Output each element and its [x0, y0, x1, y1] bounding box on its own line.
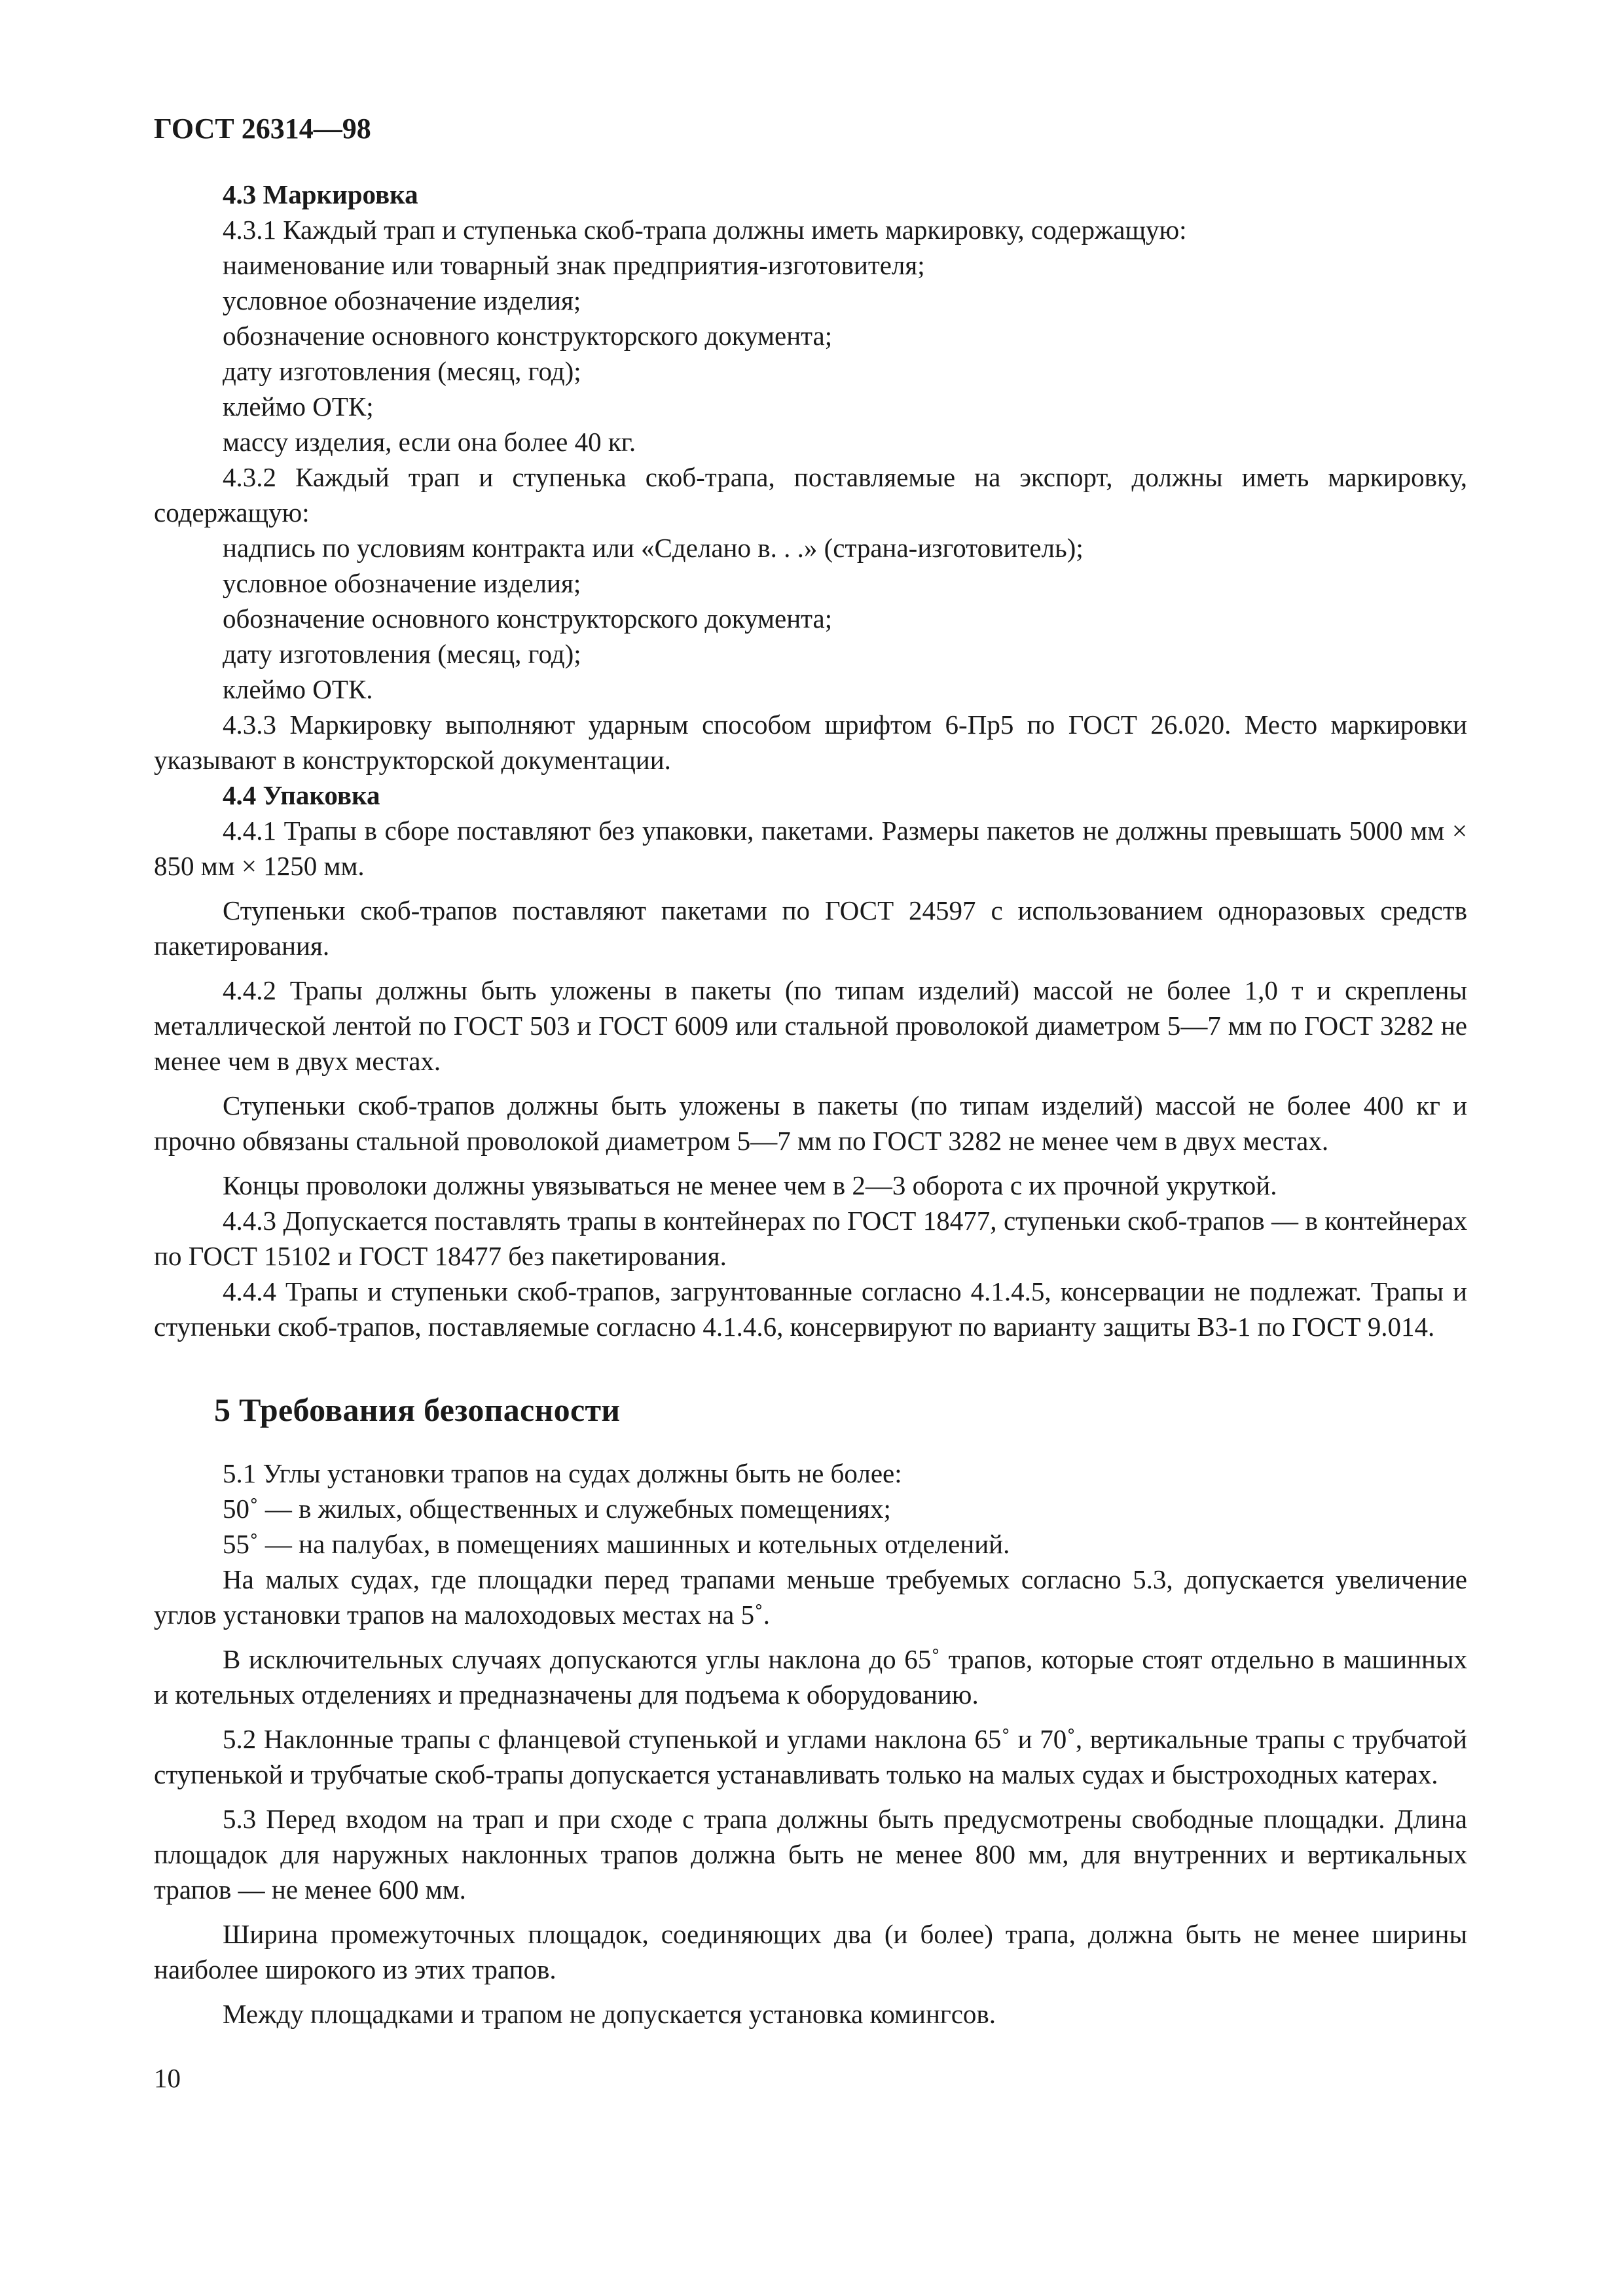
chapter-title-5: 5 Требования безопасности [214, 1391, 621, 1428]
paragraph-4-3-1: 4.3.1 Каждый трап и ступенька скоб-трапа должны иметь маркировку, содержащую: [223, 215, 1187, 245]
list-item: клеймо ОТК; [223, 391, 374, 422]
paragraph-5-1-b: На малых судах, где площадки перед трапами меньше требуемых согласно 5.3, допускается увеличение углов установки трапов на малоходовых местах на 5˚. [154, 1564, 1467, 1630]
paragraph-4-4-4: 4.4.4 Трапы и ступеньки скоб-трапов, загрунтованные согласно 4.1.4.5, консервации не подлежат. Трапы и ступеньки скоб-трапов, поставляемые согласно 4.1.4.6, консервируют по варианту защиты В3-1 по ГОСТ 9.014. [154, 1276, 1467, 1342]
document-page [154, 111, 1467, 2032]
paragraph-5-3-c: Между площадками и трапом не допускается установка комингсов. [223, 1999, 996, 2029]
doc-header: ГОСТ 26314—98 [154, 113, 371, 145]
paragraph-4-4-2: 4.4.2 Трапы должны быть уложены в пакеты (по типам изделий) массой не более 1,0 т и скреплены металлической лентой по ГОСТ 503 и ГОСТ 6009 или стальной проволокой диаметром 5—7 мм по ГОСТ 3282 не менее чем в двух местах. [154, 975, 1467, 1076]
section-title-4-3: 4.3 Маркировка [223, 179, 418, 209]
list-item: клеймо ОТК. [223, 674, 373, 704]
paragraph-4-4-3: 4.4.3 Допускается поставлять трапы в контейнерах по ГОСТ 18477, ступеньки скоб-трапов — в контейнерах по ГОСТ 15102 и ГОСТ 18477 без пакетирования. [154, 1206, 1467, 1271]
list-item: массу изделия, если она более 40 кг. [223, 427, 636, 457]
paragraph-4-4-1: 4.4.1 Трапы в сборе поставляют без упаковки, пакетами. Размеры пакетов не должны превышать 5000 мм × 850 мм × 1250 мм. [154, 816, 1467, 881]
paragraph-4-3-3: 4.3.3 Маркировку выполняют ударным способом шрифтом 6-Пр5 по ГОСТ 26.020. Место маркировки указывают в конструкторской документации. [154, 709, 1467, 775]
paragraph-4-4-1-b: Ступеньки скоб-трапов поставляют пакетами по ГОСТ 24597 с использованием одноразовых средств пакетирования. [154, 895, 1467, 961]
page-number: 10 [154, 2063, 181, 2093]
section-title-4-4: 4.4 Упаковка [223, 780, 380, 810]
paragraph-4-4-2-b: Ступеньки скоб-трапов должны быть уложены в пакеты (по типам изделий) массой не более 400 кг и прочно обвязаны стальной проволокой диаметром 5—7 мм по ГОСТ 3282 не менее чем в двух местах. [154, 1090, 1467, 1156]
paragraph-5-2: 5.2 Наклонные трапы с фланцевой ступенькой и углами наклона 65˚ и 70˚, вертикальные трапы с трубчатой ступенькой и трубчатые скоб-трапы допускается устанавливать только на малых судах и быстроходных катерах. [154, 1724, 1467, 1789]
list-item: обозначение основного конструкторского документа; [223, 603, 833, 634]
paragraph-4-4-2-c: Концы проволоки должны увязываться не менее чем в 2—3 оборота с их прочной укруткой. [223, 1170, 1277, 1200]
list-item: обозначение основного конструкторского документа; [223, 321, 833, 351]
list-item: 55˚ — на палубах, в помещениях машинных и котельных отделений. [223, 1529, 1010, 1559]
paragraph-5-1: 5.1 Углы установки трапов на судах должны быть не более: [223, 1458, 902, 1488]
list-item: дату изготовления (месяц, год); [223, 356, 581, 386]
paragraph-5-1-c: В исключительных случаях допускаются углы наклона до 65˚ трапов, которые стоят отдельно в машинных и котельных отделениях и предназначены для подъема к оборудованию. [154, 1644, 1467, 1710]
list-item: условное обозначение изделия; [223, 285, 581, 315]
paragraph-5-3-b: Ширина промежуточных площадок, соединяющих два (и более) трапа, должна быть не менее ширины наиболее широкого из этих трапов. [154, 1919, 1467, 1984]
list-item: 50˚ — в жилых, общественных и служебных помещениях; [223, 1494, 891, 1524]
list-item: наименование или товарный знак предприятия-изготовителя; [223, 250, 925, 280]
list-item: дату изготовления (месяц, год); [223, 639, 581, 669]
list-item: условное обозначение изделия; [223, 568, 581, 598]
paragraph-4-3-2: 4.3.2 Каждый трап и ступенька скоб-трапа, поставляемые на экспорт, должны иметь маркировку, содержащую: [154, 462, 1467, 528]
list-item: надпись по условиям контракта или «Сделано в. . .» (страна-изготовитель); [223, 533, 1084, 563]
paragraph-5-3: 5.3 Перед входом на трап и при сходе с трапа должны быть предусмотрены свободные площадки. Длина площадок для наружных наклонных трапов должна быть не менее 800 мм, для внутренних и вертикальных трапов — не менее 600 мм. [154, 1804, 1467, 1905]
